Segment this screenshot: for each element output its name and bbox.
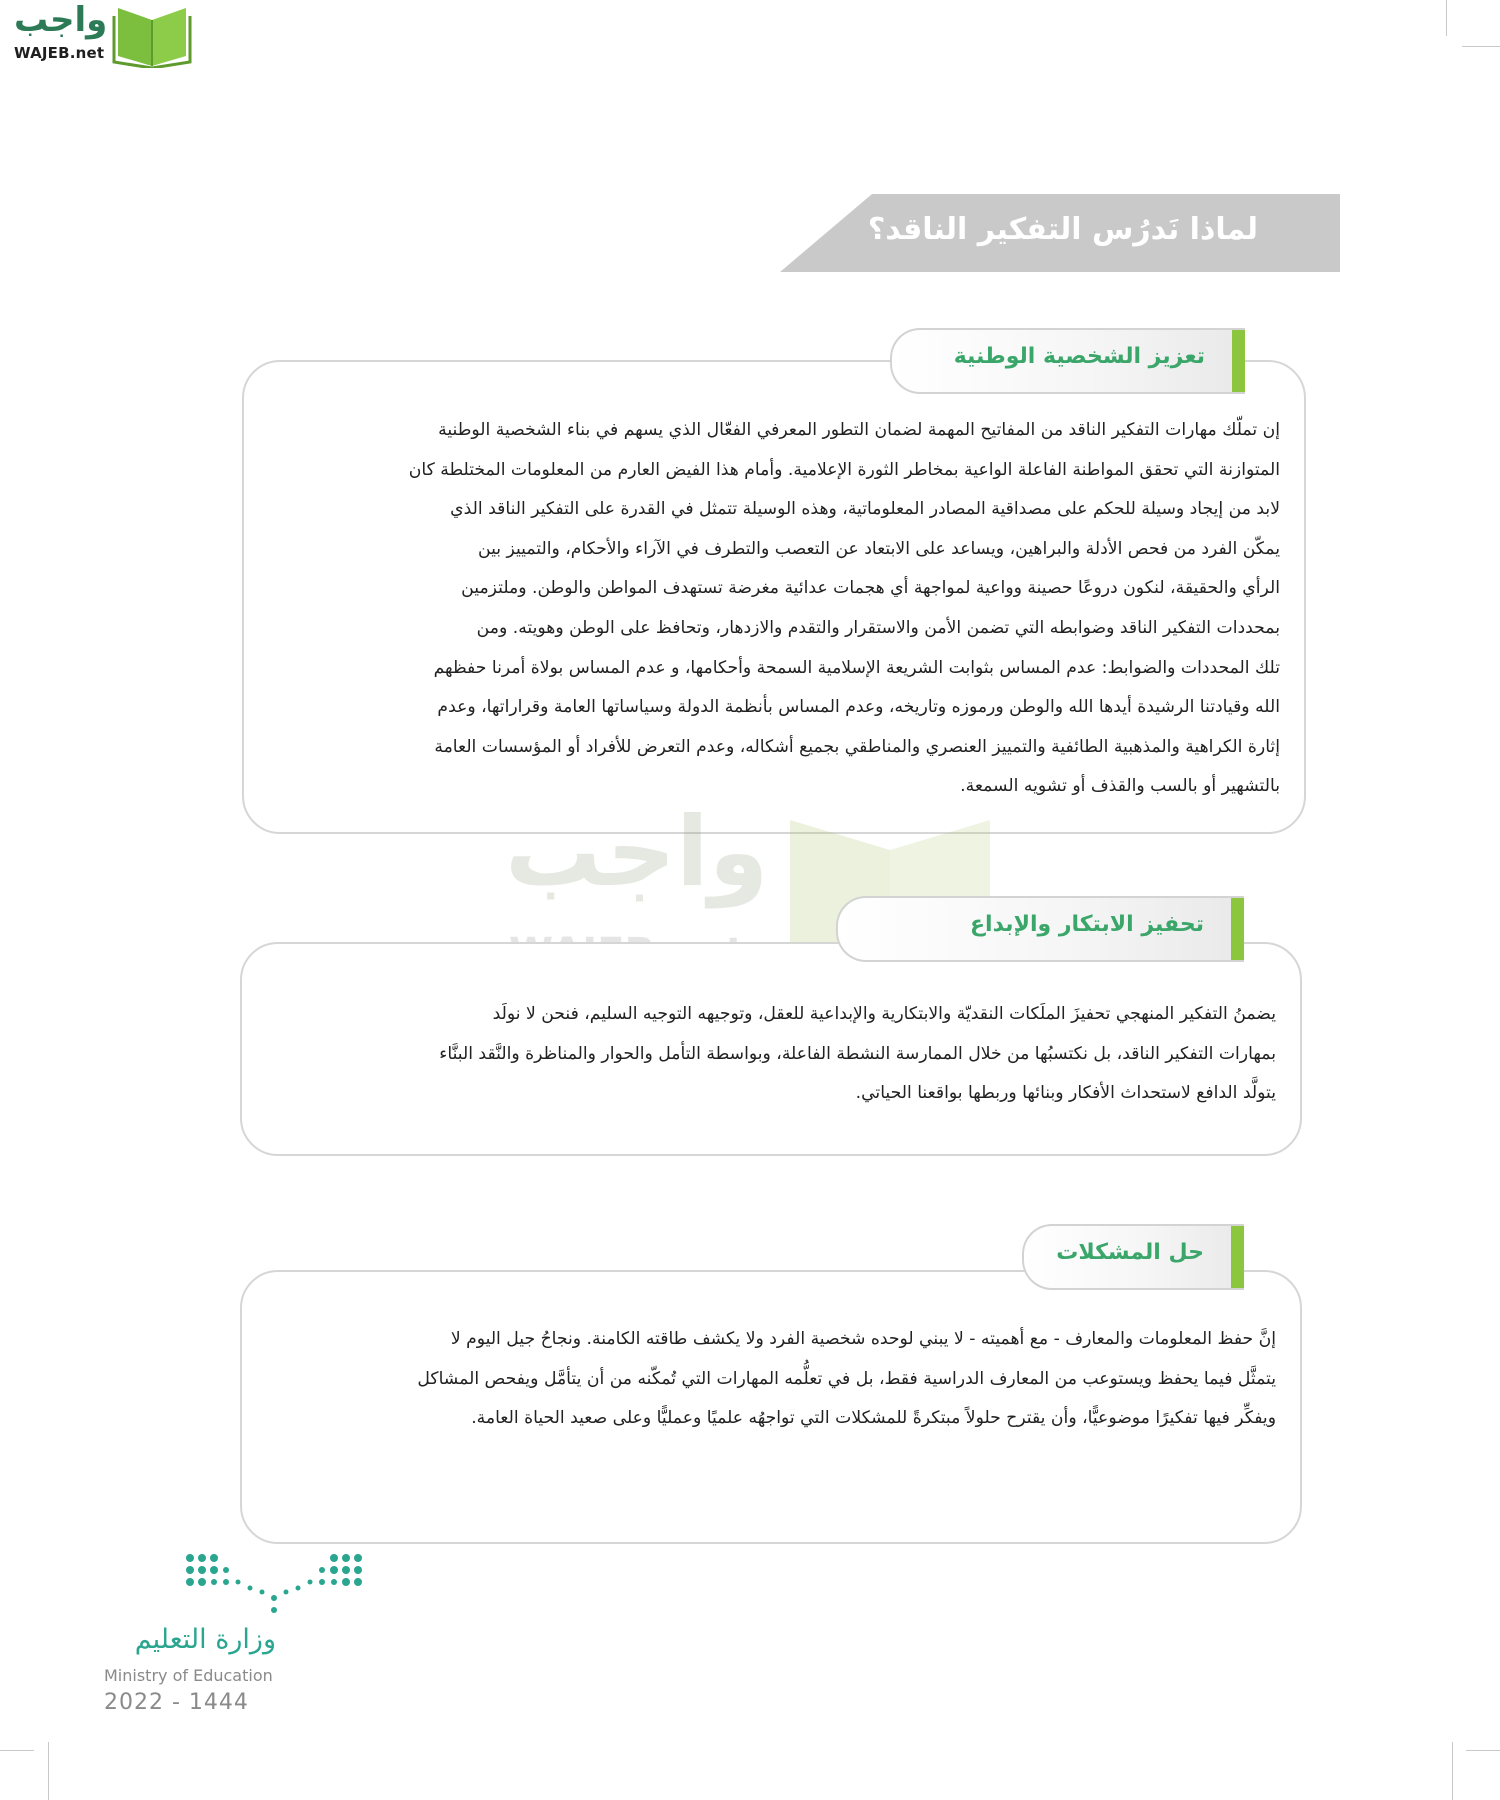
ministry-emblem-icon xyxy=(182,1552,382,1622)
paragraph-line: يتمثَّل فيما يحفظ ويستوعب من المعارف الدراسية فقط، بل في تعلُّمه المهارات التي تُمكّنه من أن يتأمَّل ويفحص المشاكل xyxy=(417,1368,1276,1389)
section-innovation-text xyxy=(264,995,1276,1114)
crop-mark-top-right-h xyxy=(1462,46,1500,47)
paragraph-line: يتولَّد الدافع لاستحداث الأفكار وبنائها وربطها بواقعنا الحياتي. xyxy=(855,1083,1276,1104)
paragraph-line: الرأي والحقيقة، لنكون دروعًا حصينة وواعية لمواجهة أي هجمات عدائية مغرضة تستهدف المواطن والوطن. وملتزمين xyxy=(461,578,1280,599)
paragraph-line: تلك المحددات والضوابط: عدم المساس بثوابت الشريعة الإسلامية السمحة وأحكامها، و عدم المساس بولاة أمرنا حفظهم xyxy=(433,657,1280,678)
crop-mark-bottom-right xyxy=(1452,1742,1453,1800)
paragraph-line: يمكّن الفرد من فحص الأدلة والبراهين، ويساعد على الابتعاد عن التعصب والتطرف في الآراء والأحكام، والتمييز بين xyxy=(477,538,1280,559)
paragraph-line: بالتشهير أو بالسب والقذف أو تشويه السمعة. xyxy=(960,776,1280,797)
paragraph-line: بمحددات التفكير الناقد وضوابطه التي تضمن الأمن والاستقرار والتقدم والازدهار، وتحافظ على الوطن وهويته. ومن xyxy=(476,617,1280,638)
section-accent-bar xyxy=(1231,1226,1244,1288)
section-problem-solving-text xyxy=(264,1320,1276,1439)
edition-year: 2022 - 1444 xyxy=(104,1690,249,1715)
paragraph-line: بمهارات التفكير الناقد، بل نكتسبُها من خلال الممارسة النشطة الفاعلة، وبواسطة التأمل والحوار والمناظرة والنَّقد البنَّاء xyxy=(439,1043,1276,1064)
watermark-text-ar: واجب xyxy=(505,796,769,908)
ministry-name-en: Ministry of Education xyxy=(104,1666,273,1685)
paragraph-line: ويفكِّر فيها تفكيرًا موضوعيًّا، وأن يقترح حلولاً مبتكرةً للمشكلات التي تواجهُه علميًا وعمليًّا وعلى صعيد الحياة العامة. xyxy=(471,1408,1276,1429)
section-accent-bar xyxy=(1231,898,1244,960)
section-heading: تحفيز الابتكار والإبداع xyxy=(970,912,1204,937)
ministry-logo xyxy=(100,1552,390,1722)
crop-mark-bottom-left xyxy=(48,1742,49,1800)
paragraph-line: إنَّ حفظ المعلومات والمعارف - مع أهميته - لا يبني لوحده شخصية الفرد ولا يكشف طاقته الكامنة. ونجاحُ جيل اليوم لا xyxy=(450,1329,1276,1349)
page-title: لماذا نَدرُس التفكير الناقد؟ xyxy=(867,212,1258,247)
paragraph-line: إثارة الكراهية والمذهبية الطائفية والتمييز العنصري والمناطقي بجميع أشكاله، وعدم التعرض للأفراد أو المؤسسات العامة xyxy=(434,736,1280,757)
title-banner xyxy=(780,194,1340,272)
crop-mark-bottom-right-h xyxy=(1466,1750,1500,1751)
crop-mark-bottom-left-h xyxy=(0,1750,34,1751)
brand-name-en: WAJEB.net xyxy=(14,44,105,62)
book-icon xyxy=(112,6,192,68)
section-heading: تعزيز الشخصية الوطنية xyxy=(953,344,1205,369)
section-innovation-tab xyxy=(836,896,1244,962)
paragraph-line: إن تملّك مهارات التفكير الناقد من المفاتيح المهمة لضمان التطور المعرفي الفعّال الذي يسهم في بناء الشخصية الوطنية xyxy=(438,420,1280,440)
crop-mark-top-right xyxy=(1446,0,1447,36)
brand-logo[interactable] xyxy=(8,0,190,70)
brand-name-ar: واجب xyxy=(14,0,108,40)
paragraph-line: المتوازنة التي تحقق المواطنة الفاعلة الواعية بمخاطر الثورة الإعلامية. وأمام هذا الفيض العارم من المعلومات المختلطة كان xyxy=(408,459,1280,480)
section-national-identity-text xyxy=(268,411,1280,807)
paragraph-line: يضمنُ التفكير المنهجي تحفيزَ الملَكات النقديّة والابتكارية والإبداعية للعقل، وتوجيهه التوجيه السليم، فنحن لا نولَد xyxy=(492,1004,1276,1024)
ministry-name-ar: وزارة التعليم xyxy=(134,1624,276,1655)
section-accent-bar xyxy=(1232,330,1245,392)
paragraph-line: الله وقيادتنا الرشيدة أيدها الله والوطن ورموزه وتاريخه، وعدم المساس بأنظمة الدولة وسياساتها العامة وقراراتها، وعدم xyxy=(437,697,1280,718)
section-problem-solving-tab xyxy=(1022,1224,1244,1290)
section-heading: حل المشكلات xyxy=(1056,1240,1204,1265)
paragraph-line: لابد من إيجاد وسيلة للحكم على مصداقية المصادر المعلوماتية، وهذه الوسيلة تتمثل في القدرة على التفكير الناقد الذي xyxy=(450,499,1280,520)
section-national-identity-tab xyxy=(890,328,1245,394)
